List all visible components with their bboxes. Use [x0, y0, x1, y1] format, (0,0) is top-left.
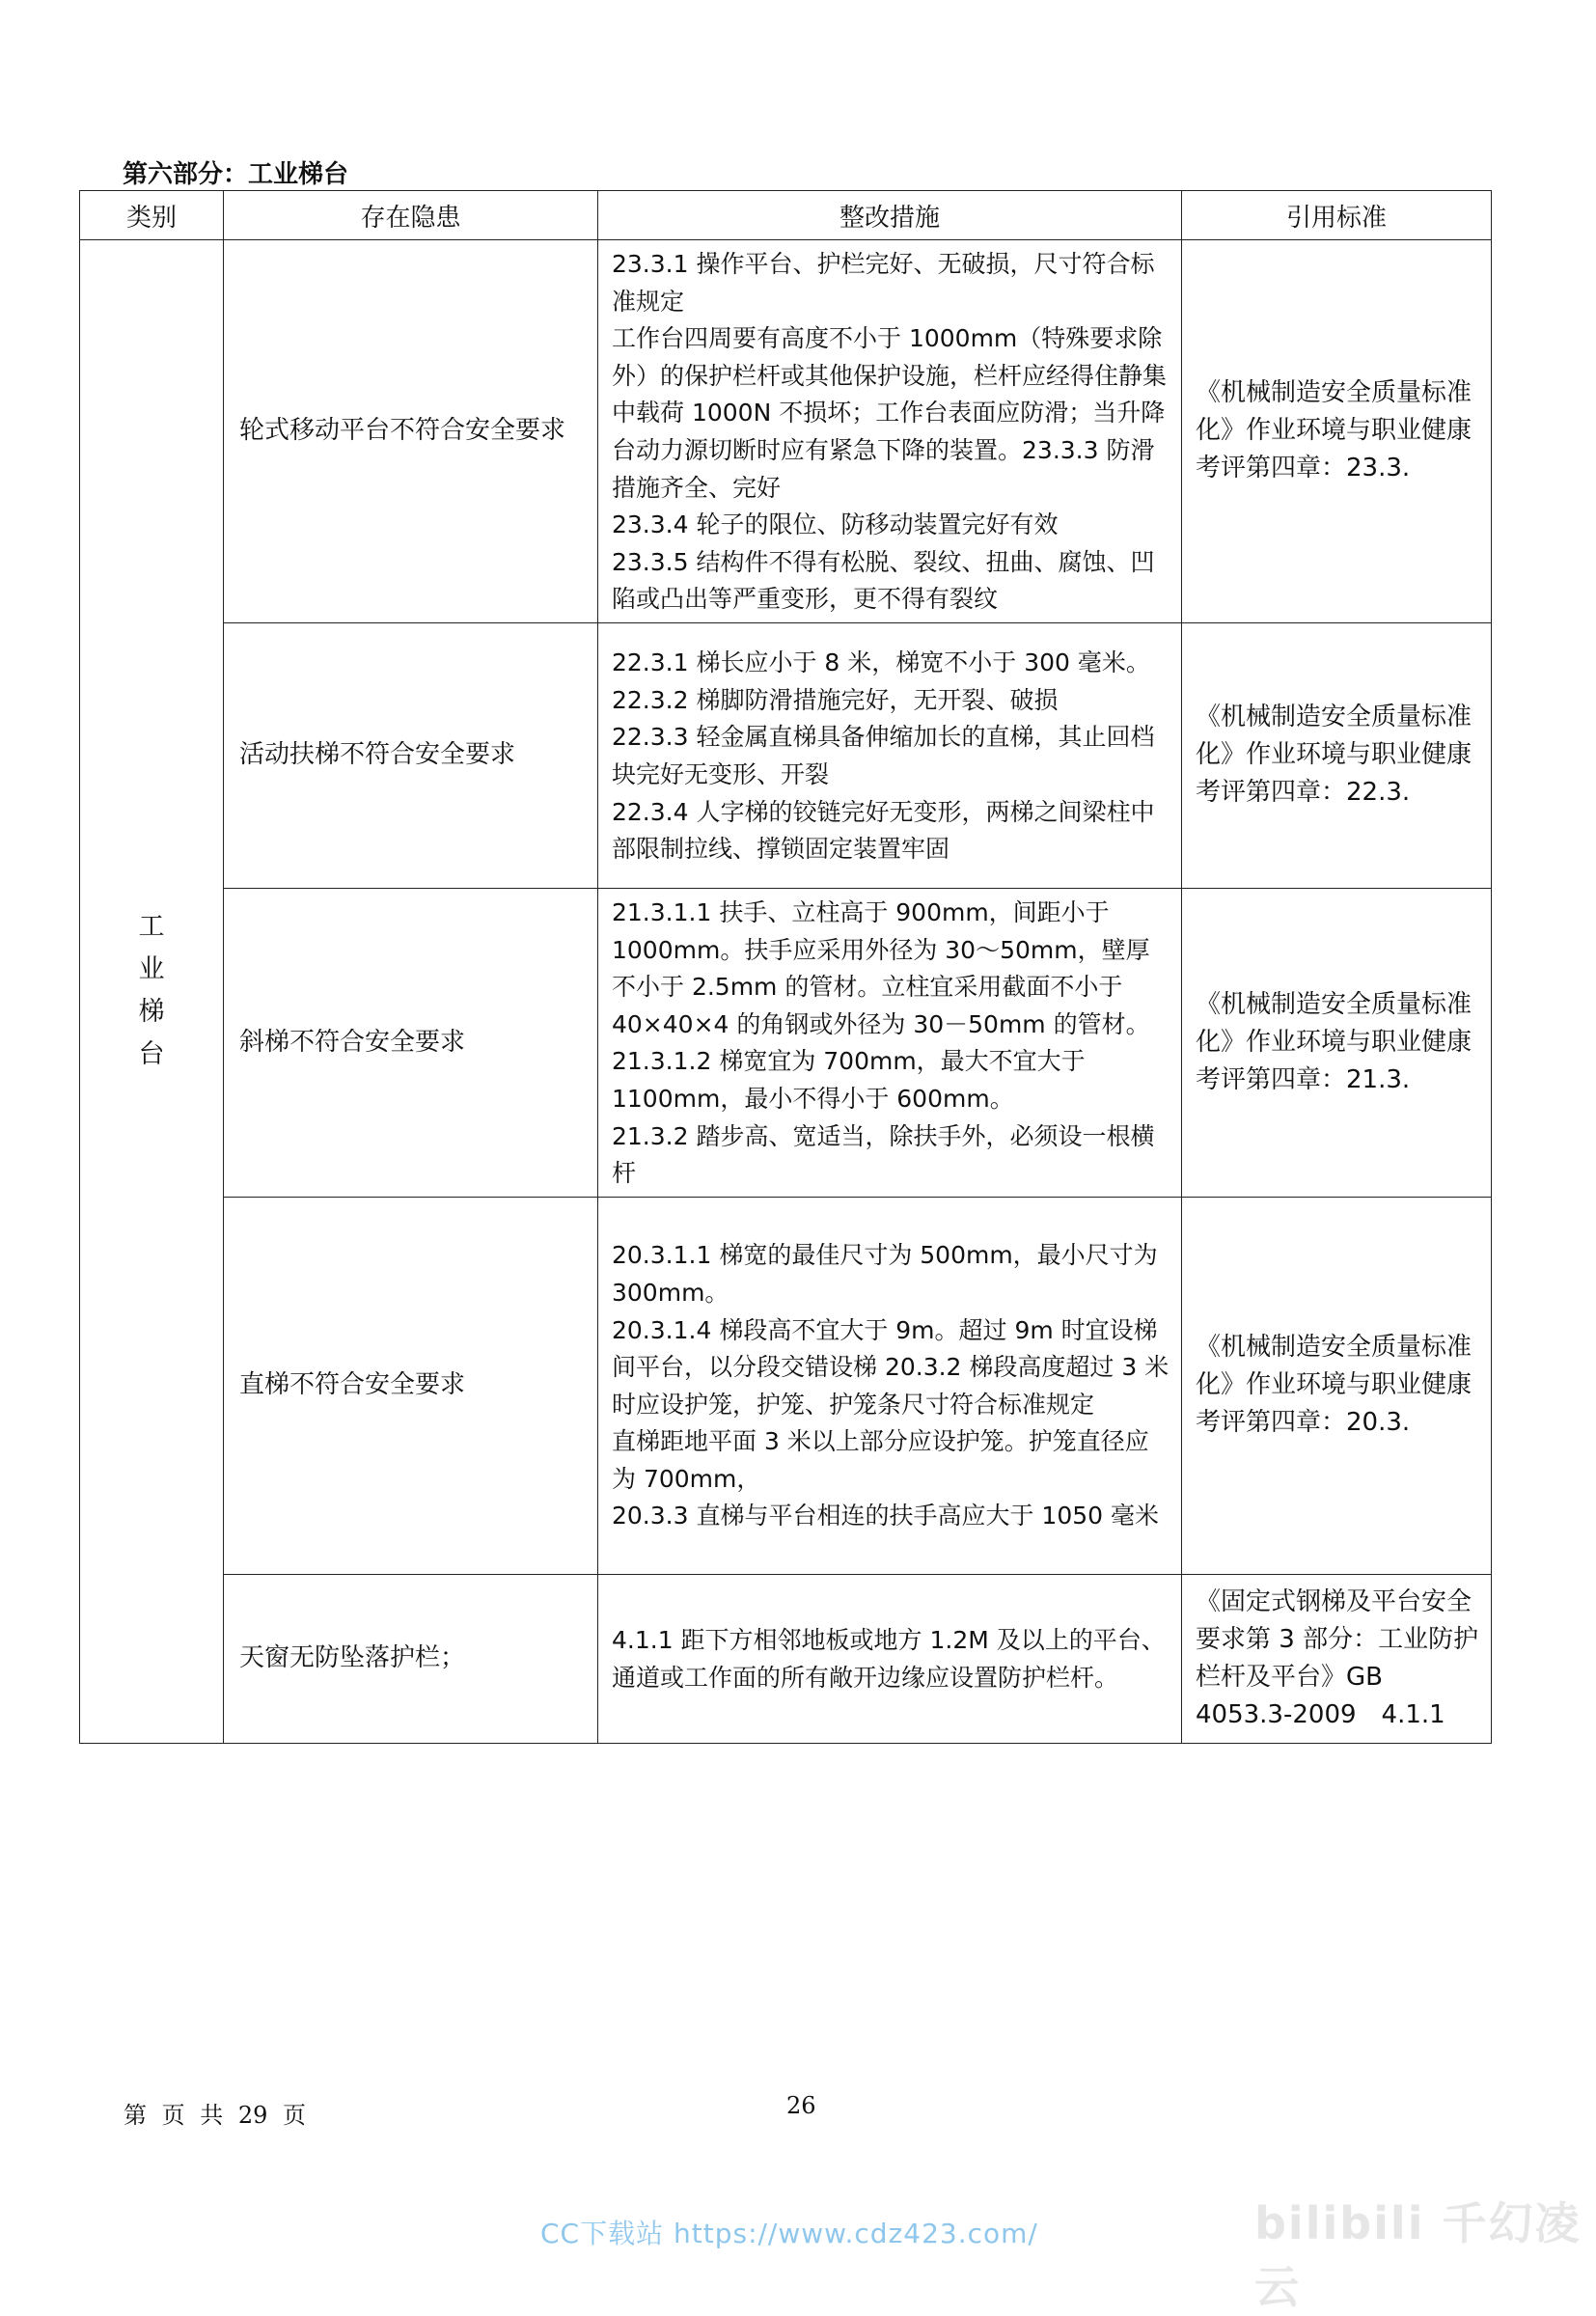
measure-line: 21.3.1.1 扶手、立柱高于 900mm，间距小于 1000mm。扶手应采用外径为 30～50mm，壁厚不小于 2.5mm 的管材。立柱宜采用截面不小于 40×40×4 的角钢或外径为 30－50mm 的管材。	[612, 897, 1150, 1038]
measure-cell	[598, 888, 1182, 1197]
table-row	[80, 1574, 1492, 1743]
header-category: 类别	[80, 191, 224, 240]
category-char: 业	[138, 954, 165, 985]
measure-line: 22.3.3 轻金属直梯具备伸缩加长的直梯，其止回档块完好无变形、开裂	[612, 723, 1155, 788]
hazard-table	[79, 190, 1492, 1744]
issue-cell: 天窗无防坠落护栏；	[224, 1574, 598, 1743]
measure-line: 23.3.5 结构件不得有松脱、裂纹、扭曲、腐蚀、凹陷或凸出等严重变形，更不得有裂纹	[612, 547, 1155, 614]
measure-line: 4.1.1 距下方相邻地板或地方 1.2M 及以上的平台、通道或工作面的所有敞开边缘应设置防护栏杆。	[612, 1626, 1166, 1692]
category-char: 梯	[138, 997, 165, 1028]
table-header-row	[80, 191, 1492, 240]
page-number: 26	[786, 2092, 816, 2119]
category-cell	[80, 240, 224, 1744]
measure-line: 22.3.4 人字梯的铰链完好无变形，两梯之间梁柱中部限制拉线、撑锁固定装置牢固	[612, 797, 1155, 864]
standard-cell: 《机械制造安全质量标准化》作业环境与职业健康考评第四章：21.3.	[1182, 888, 1492, 1197]
measure-line: 21.3.1.2 梯宽宜为 700mm，最大不宜大于 1100mm，最小不得小于 600mm。	[612, 1047, 1086, 1113]
measure-cell	[598, 240, 1182, 623]
site-watermark: CC下载站 https://www.cdz423.com/	[540, 2218, 1038, 2249]
measure-line: 20.3.1.4 梯段高不宜大于 9m。超过 9m 时宜设梯间平台，以分段交错设梯 20.3.2 梯段高度超过 3 米时应设护笼，护笼、护笼条尺寸符合标准规定	[612, 1315, 1169, 1419]
measure-line: 工作台四周要有高度不小于 1000mm（特殊要求除外）的保护栏杆或其他保护设施，栏杆应经得住静集中载荷 1000N 不损坏；工作台表面应防滑；当升降台动力源切断时应有紧急下降的装置。23.3.3 防滑措施齐全、完好	[612, 324, 1168, 502]
bilibili-logo: bilibili 千幻凌云	[1254, 2197, 1582, 2313]
measure-line: 22.3.2 梯脚防滑措施完好，无开裂、破损	[612, 685, 1059, 714]
header-standard: 引用标准	[1182, 191, 1492, 240]
measure-line: 21.3.2 踏步高、宽适当，除扶手外，必须设一根横杆	[612, 1121, 1155, 1188]
measure-line: 23.3.1 操作平台、护栏完好、无破损，尺寸符合标准规定	[612, 250, 1155, 316]
table-row	[80, 240, 1492, 623]
category-char: 工	[138, 912, 165, 943]
table-row	[80, 888, 1492, 1197]
measure-line: 20.3.3 直梯与平台相连的扶手高应大于 1050 毫米	[612, 1502, 1159, 1530]
category-char: 台	[138, 1039, 165, 1070]
measure-cell	[598, 1574, 1182, 1743]
header-measures: 整改措施	[598, 191, 1182, 240]
page-count-footer: 第 页 共 29 页	[124, 2102, 307, 2129]
issue-cell: 轮式移动平台不符合安全要求	[224, 240, 598, 623]
header-issue: 存在隐患	[224, 191, 598, 240]
table-row	[80, 622, 1492, 888]
measure-cell	[598, 1197, 1182, 1574]
issue-cell: 斜梯不符合安全要求	[224, 888, 598, 1197]
standard-cell: 《固定式钢梯及平台安全要求第 3 部分：工业防护栏杆及平台》GB 4053.3-2009 4.1.1	[1182, 1574, 1492, 1743]
section-title: 第六部分：工业梯台	[123, 160, 349, 189]
table-row	[80, 1197, 1492, 1574]
standard-cell: 《机械制造安全质量标准化》作业环境与职业健康考评第四章：23.3.	[1182, 240, 1492, 623]
measure-line: 23.3.4 轮子的限位、防移动装置完好有效	[612, 510, 1059, 539]
standard-cell: 《机械制造安全质量标准化》作业环境与职业健康考评第四章：20.3.	[1182, 1197, 1492, 1574]
measure-line: 20.3.1.1 梯宽的最佳尺寸为 500mm，最小尺寸为 300mm。	[612, 1241, 1158, 1307]
measure-line: 直梯距地平面 3 米以上部分应设护笼。护笼直径应为 700mm，	[612, 1427, 1149, 1493]
measure-line: 22.3.1 梯长应小于 8 米，梯宽不小于 300 毫米。	[612, 648, 1150, 677]
measure-cell	[598, 622, 1182, 888]
standard-cell: 《机械制造安全质量标准化》作业环境与职业健康考评第四章：22.3.	[1182, 622, 1492, 888]
issue-cell: 活动扶梯不符合安全要求	[224, 622, 598, 888]
issue-cell: 直梯不符合安全要求	[224, 1197, 598, 1574]
